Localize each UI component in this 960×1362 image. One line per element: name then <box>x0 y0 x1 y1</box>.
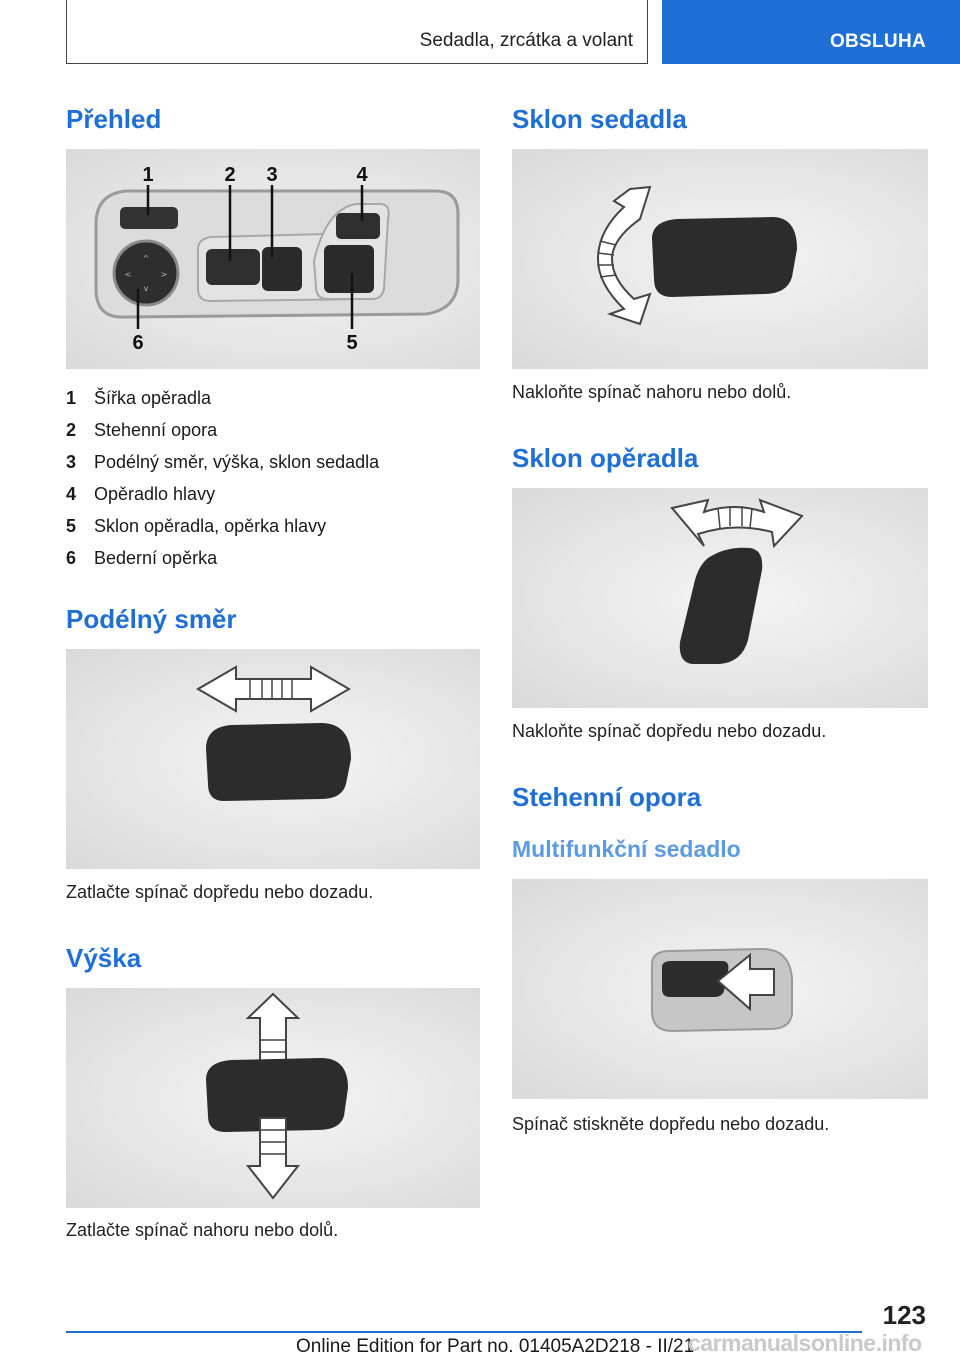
backrest-tilt-title: Sklon opěradla <box>512 443 699 473</box>
curved-horizontal-arrow-illustration <box>512 488 928 708</box>
list-item: 4 Opěradlo hlavy <box>66 483 216 504</box>
svg-text:<: < <box>124 270 132 279</box>
seat-tilt-title: Sklon sedadla <box>512 104 687 134</box>
list-item: 3 Podélný směr, výška, sklon sedadla <box>66 451 380 472</box>
page-number: 123 <box>882 1300 926 1330</box>
overview-figure <box>66 149 480 369</box>
height-title: Výška <box>66 943 142 973</box>
push-button-arrow-illustration <box>512 879 928 1099</box>
callout-3: 3 <box>266 164 278 186</box>
height-caption: Zatlačte spínač nahoru nebo dolů. <box>66 1220 339 1240</box>
backrest-tilt-caption: Nakloňte spínač dopředu nebo dozadu. <box>512 721 827 741</box>
callout-1: 1 <box>142 164 154 186</box>
callout-5: 5 <box>346 332 358 354</box>
callout-2: 2 <box>224 164 236 186</box>
header-tab[interactable] <box>662 0 960 64</box>
curved-vertical-arrow-illustration <box>512 149 928 369</box>
thigh-support-subtitle: Multifunkční sedadlo <box>512 836 741 862</box>
header-tab-label: OBSLUHA <box>829 31 926 52</box>
overview-title: Přehled <box>66 104 162 134</box>
callout-6: 6 <box>132 332 144 354</box>
thigh-support-caption: Spínač stiskněte dopředu nebo dozadu. <box>512 1114 830 1134</box>
list-item: 6 Bederní opěrka <box>66 547 218 568</box>
overview-list <box>66 382 466 574</box>
longitudinal-caption: Zatlačte spínač dopředu nebo dozadu. <box>66 882 374 902</box>
list-item: 2 Stehenní opora <box>66 419 218 440</box>
callout-4: 4 <box>356 164 368 186</box>
footer-edition: Online Edition for Part no. 01405A2D218 - II/21 <box>296 1336 695 1357</box>
thigh-support-figure <box>512 879 928 1099</box>
thigh-support-title: Stehenní opora <box>512 782 702 812</box>
vertical-arrow-illustration <box>66 988 480 1208</box>
seat-control-panel-illustration <box>66 149 480 369</box>
horizontal-arrow-illustration <box>66 649 480 869</box>
longitudinal-figure <box>66 649 480 869</box>
backrest-tilt-figure <box>512 488 928 708</box>
watermark: carmanualsonline.info <box>688 1330 922 1356</box>
list-item: 5 Sklon opěradla, opěrka hlavy <box>66 515 327 536</box>
list-item: 1 Šířka opěradla <box>66 387 212 408</box>
height-figure <box>66 988 480 1208</box>
seat-tilt-figure <box>512 149 928 369</box>
svg-text:>: > <box>160 270 168 279</box>
header-section-box <box>66 0 648 64</box>
seat-tilt-caption: Nakloňte spínač nahoru nebo dolů. <box>512 382 792 402</box>
svg-text:^: ^ <box>142 254 150 263</box>
longitudinal-title: Podélný směr <box>66 604 237 634</box>
svg-text:v: v <box>143 284 149 293</box>
header-section-title: Sedadla, zrcátka a volant <box>419 30 633 51</box>
